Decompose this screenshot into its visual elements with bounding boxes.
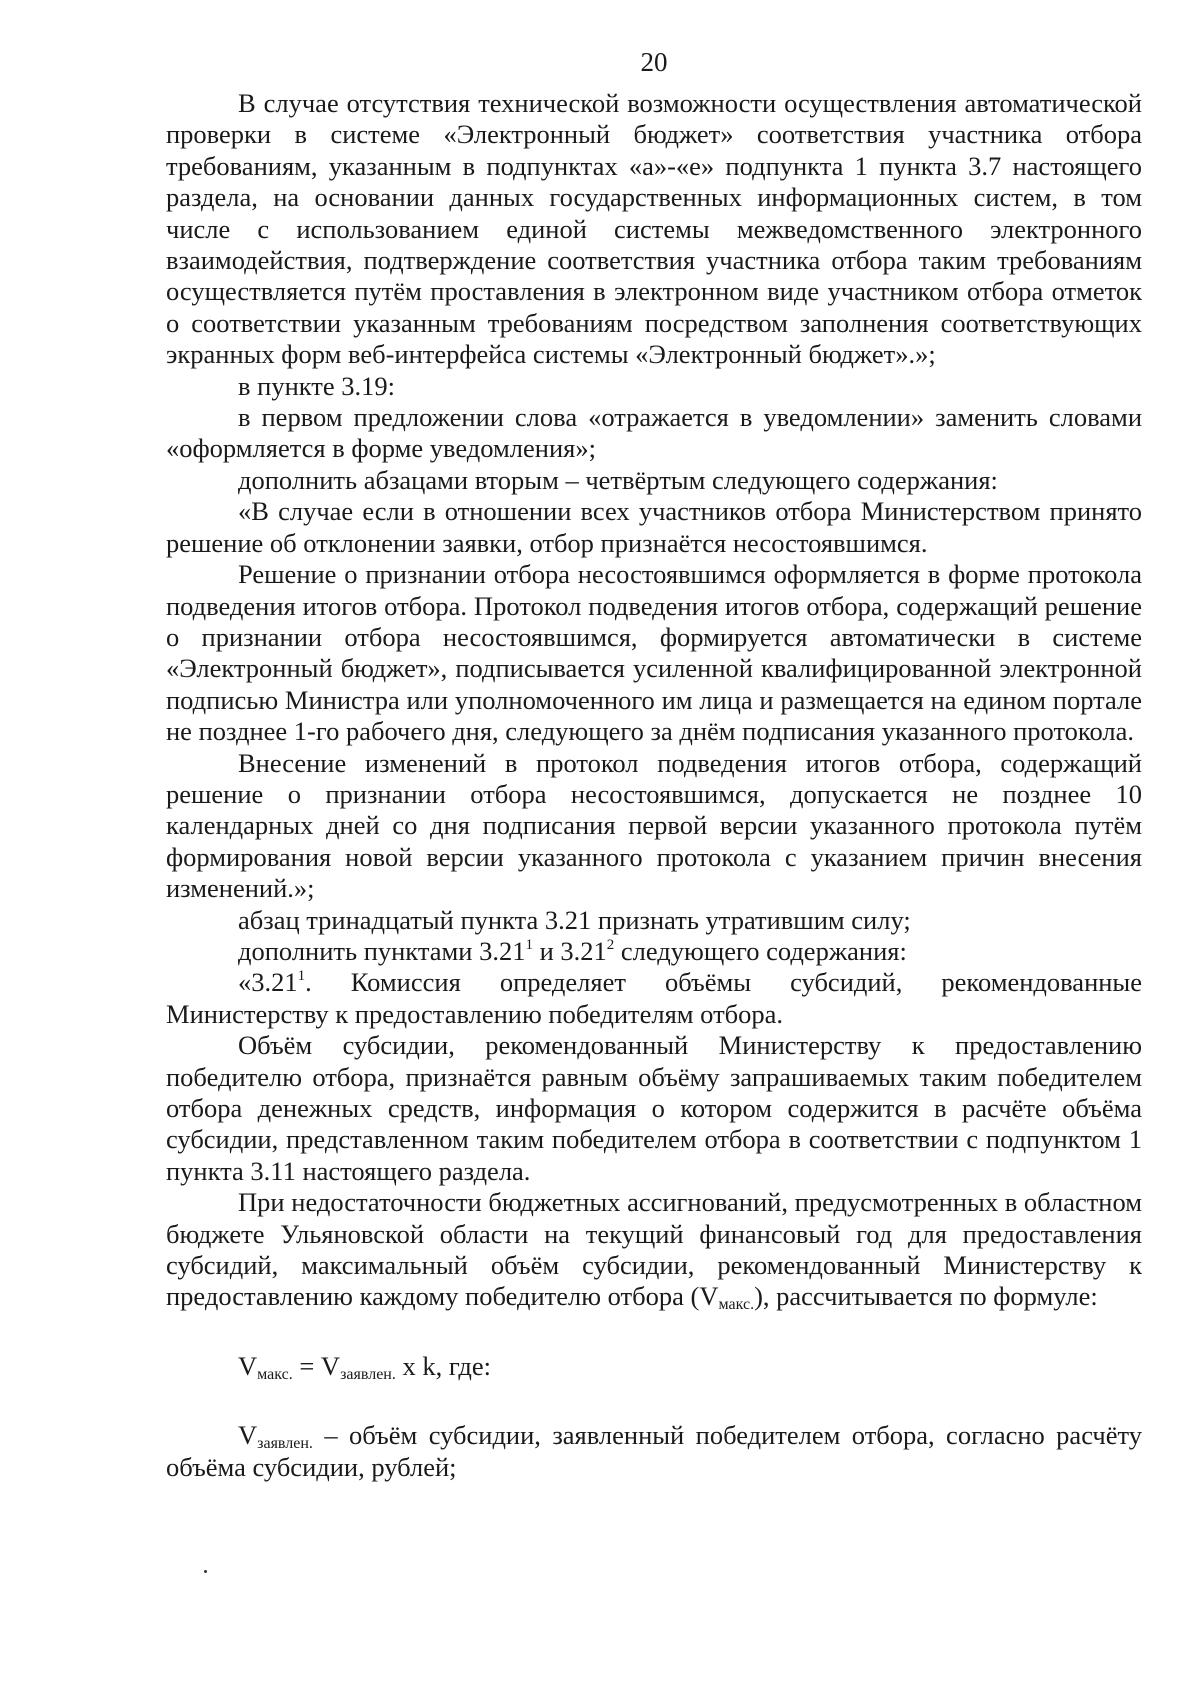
paragraph-commission <box>166 967 1142 1030</box>
definition-text: – объём субсидии, заявленный победителем отбора, согласно расчёту объёма субсидии, рублей; <box>166 1420 1142 1482</box>
insufficiency-text-after: ), рассчитывается по формуле: <box>754 1281 1098 1312</box>
document-body <box>166 88 1142 1483</box>
scan-dot <box>204 1570 207 1573</box>
paragraph-supplement-points <box>166 936 1142 967</box>
commission-text-before: «3.21 <box>238 967 298 998</box>
paragraph-protocol-changes: Внесение изменений в протокол подведения итогов отбора, содержащий решение о признании отбора несостоявшимся, допускается не позднее 10 календарных дней со дня подписания первой версии указанного протокола путём формирования новой версии указанного протокола с указанием причин внесения изменений.»; <box>166 747 1142 904</box>
supplement-text-middle: и 3.21 <box>532 935 607 966</box>
insufficiency-text-before: При недостаточности бюджетных ассигнований, предусмотренных в областном бюджете Ульяновской области на текущий финансовый год для предоставления субсидий, максимальный объём субсидии, рекомендованный Министерству к предоставлению каждому победителю отбора (V <box>166 1187 1142 1312</box>
supplement-superscript-1: 1 <box>525 936 533 953</box>
formula-subscript-declared: заявлен. <box>340 1365 396 1383</box>
supplement-superscript-2: 2 <box>606 936 615 953</box>
formula <box>238 1351 1142 1382</box>
paragraph-technical-check: В случае отсутствия технической возможности осуществления автоматической проверки в системе «Электронный бюджет» соответствия участника отбора требованиям, указанным в подпунктах «а»-«е» подпункта 1 пункта 3.7 настоящего раздела, на основании данных государственных информационных систем, в том числе с использованием единой системы межведомственного электронного взаимодействия, подтверждение соответствия участника отбора таким требованиям осуществляется путём проставления в электронном виде участником отбора отметок о соответствии указанным требованиям посредством заполнения соответствующих экранных форм веб-интерфейса системы «Электронный бюджет».»; <box>166 88 1142 370</box>
formula-v-max: V <box>238 1350 258 1381</box>
page-number: 20 <box>640 47 668 77</box>
paragraph-first-sentence: в первом предложении слова «отражается в уведомлении» заменить словами «оформляется в форме уведомления»; <box>166 402 1142 464</box>
definition-v: V <box>238 1420 258 1451</box>
commission-text-after: . Комиссия определяет объёмы субсидий, рекомендованные Министерству к предоставлению победителям отбора. <box>166 967 1142 1029</box>
supplement-text-after: следующего содержания: <box>614 935 907 966</box>
paragraph-subsidy-volume: Объём субсидии, рекомендованный Министерству к предоставлению победителю отбора, признаётся равным объёму запрашиваемых таким победителем отбора денежных средств, информация о котором содержится в расчёте объёма субсидии, представленном таким победителем отбора в соответствии с подпунктом 1 пункта 3.11 настоящего раздела. <box>166 1030 1142 1186</box>
paragraph-all-rejected: «В случае если в отношении всех участников отбора Министерством принято решение об отклонении заявки, отбор признаётся несостоявшимся. <box>166 496 1142 558</box>
paragraph-repeal-3-21: абзац тринадцатый пункта 3.21 признать утратившим силу; <box>238 904 911 935</box>
paragraph-decision-protocol: Решение о признании отбора несостоявшимся оформляется в форме протокола подведения итогов отбора. Протокол подведения итогов отбора, содержащий решение о признании отбора несостоявшимся, формируется автоматически в системе «Электронный бюджет», подписывается усиленной квалифицированной электронной подписью Министра или уполномоченного им лица и размещается на едином портале не позднее 1-го рабочего дня, следующего за днём подписания указанного протокола. <box>166 559 1142 747</box>
supplement-text-before: дополнить пунктами 3.21 <box>238 935 526 966</box>
formula-equals: = V <box>292 1350 341 1381</box>
paragraph-definition-declared <box>166 1420 1142 1483</box>
formula-rest: x k, где: <box>395 1350 492 1381</box>
insufficiency-subscript: макс. <box>718 1296 755 1314</box>
paragraph-item-3-19: в пункте 3.19: <box>238 370 395 401</box>
formula-subscript-max: макс. <box>257 1365 293 1383</box>
paragraph-add-paragraphs: дополнить абзацами вторым – четвёртым следующего содержания: <box>238 464 998 495</box>
definition-subscript: заявлен. <box>257 1435 313 1453</box>
paragraph-insufficiency <box>166 1187 1142 1313</box>
commission-superscript: 1 <box>297 968 306 985</box>
